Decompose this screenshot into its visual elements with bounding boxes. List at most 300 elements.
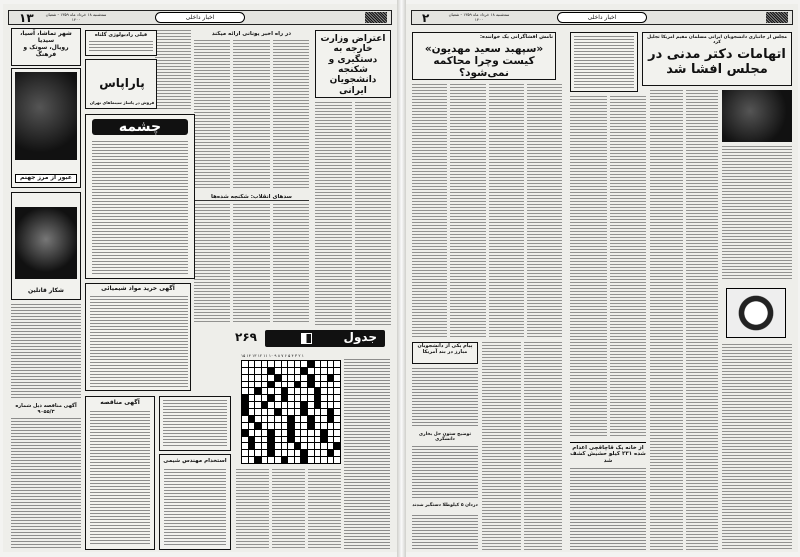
crossword-black-cell xyxy=(275,409,281,415)
ad-line: رویال، سوتک و فرهنگ xyxy=(23,43,69,58)
crossword-black-cell xyxy=(321,437,327,443)
crossword-cell[interactable] xyxy=(315,443,321,449)
crossword-cell[interactable] xyxy=(334,437,340,443)
crossword-cell[interactable] xyxy=(255,361,261,367)
ad-title: فیلی رادیولوژی گلتاه xyxy=(94,32,148,38)
crossword-cell[interactable] xyxy=(255,430,261,436)
crossword-cell[interactable] xyxy=(295,388,301,394)
crossword-cell[interactable] xyxy=(315,457,321,463)
crossword-cell[interactable] xyxy=(334,375,340,381)
crossword-cell[interactable] xyxy=(288,361,294,367)
crossword-black-cell xyxy=(288,423,294,429)
crossword-cell[interactable] xyxy=(242,368,248,374)
crossword-cell[interactable] xyxy=(282,375,288,381)
crossword-cell[interactable] xyxy=(249,395,255,401)
crossword-cell[interactable] xyxy=(275,395,281,401)
crossword-cell[interactable] xyxy=(334,368,340,374)
article-headline: در راه اخبر یونانی ارائه میکند xyxy=(211,31,292,37)
crossword-cell[interactable] xyxy=(301,382,307,388)
crossword-cell[interactable] xyxy=(249,388,255,394)
crossword-cell[interactable] xyxy=(275,443,281,449)
crossword-cell[interactable] xyxy=(268,416,274,422)
crossword-cell[interactable] xyxy=(315,368,321,374)
article-text xyxy=(570,468,646,550)
right-page xyxy=(406,4,798,552)
crossword-cell[interactable] xyxy=(321,361,327,367)
crossword-cell[interactable] xyxy=(288,450,294,456)
crossword-cell[interactable] xyxy=(295,395,301,401)
ad-brand: چشمه xyxy=(92,119,188,135)
crossword-cell[interactable] xyxy=(262,443,268,449)
tender-title: آگهی مناقصه ذیل شماره ۹۰۵۵/۳ xyxy=(15,403,77,415)
foreign-ministry-headline-box xyxy=(315,30,391,98)
crossword-cell[interactable] xyxy=(308,457,314,463)
crossword-cell[interactable] xyxy=(262,450,268,456)
crossword-cell[interactable] xyxy=(328,457,334,463)
crossword-cell[interactable] xyxy=(315,437,321,443)
crossword-cell[interactable] xyxy=(295,416,301,422)
small-headline: توضیح ستون حل بخاری دانشگری xyxy=(418,432,472,443)
crossword-cell[interactable] xyxy=(295,361,301,367)
crossword-cell[interactable] xyxy=(321,450,327,456)
ad-note: فروش در پاساژ سینماهای تهران xyxy=(89,100,155,106)
film-poster-image xyxy=(15,72,77,160)
article-text xyxy=(722,146,792,281)
crossword-cell[interactable] xyxy=(282,368,288,374)
ad-text xyxy=(89,41,153,53)
crossword-black-cell xyxy=(308,375,314,381)
headline: «سپهبد سعید مهدیون» کیست وچرا محاکمه نمی‌شود؟ xyxy=(424,42,544,79)
crossword-cell[interactable] xyxy=(321,388,327,394)
crossword-cell[interactable] xyxy=(295,402,301,408)
crossword-cell[interactable] xyxy=(242,388,248,394)
crossword-cell[interactable] xyxy=(249,361,255,367)
crossword-black-cell xyxy=(262,402,268,408)
crossword-cell[interactable] xyxy=(242,361,248,367)
crossword-black-cell xyxy=(268,382,274,388)
crossword-black-cell xyxy=(321,430,327,436)
crossword-black-cell xyxy=(255,423,261,429)
crossword-cell[interactable] xyxy=(295,457,301,463)
page-header xyxy=(411,10,793,25)
crossword-cell[interactable] xyxy=(262,375,268,381)
crossword-cell[interactable] xyxy=(242,423,248,429)
crossword-cell[interactable] xyxy=(262,423,268,429)
article-subhead: سدهای انقلاب: شکنجه شده‌ها xyxy=(194,194,309,201)
crossword-cell[interactable] xyxy=(301,443,307,449)
film-ad xyxy=(11,192,81,300)
crossword-cell[interactable] xyxy=(249,423,255,429)
crossword-cell[interactable] xyxy=(249,430,255,436)
crossword-cell[interactable] xyxy=(321,416,327,422)
crossword-cell[interactable] xyxy=(275,423,281,429)
crossword-cell[interactable] xyxy=(321,457,327,463)
crossword-cell[interactable] xyxy=(288,409,294,415)
crossword-cell[interactable] xyxy=(301,395,307,401)
crossword-black-cell xyxy=(242,402,248,408)
crossword-cell[interactable] xyxy=(275,437,281,443)
crossword-black-cell xyxy=(268,450,274,456)
crossword-cell[interactable] xyxy=(275,450,281,456)
crossword-cell[interactable] xyxy=(334,409,340,415)
crossword-cell[interactable] xyxy=(321,382,327,388)
crossword-cell[interactable] xyxy=(321,402,327,408)
crossword-black-cell xyxy=(255,388,261,394)
crossword-cell[interactable] xyxy=(315,361,321,367)
article-text xyxy=(412,515,478,550)
crossword-cell[interactable] xyxy=(315,450,321,456)
ad-title: آگهی خرید مواد شیمیائی xyxy=(101,285,175,292)
crossword-cell[interactable] xyxy=(282,423,288,429)
article-text xyxy=(482,342,562,550)
article-text xyxy=(194,40,309,190)
crossword-cell[interactable] xyxy=(275,402,281,408)
crossword-cell[interactable] xyxy=(315,409,321,415)
crossword-black-cell xyxy=(282,395,288,401)
crossword-cell[interactable] xyxy=(334,416,340,422)
crossword-cell[interactable] xyxy=(328,361,334,367)
radio-ad xyxy=(85,30,157,56)
crossword-cell[interactable] xyxy=(321,423,327,429)
crossword-cell[interactable] xyxy=(321,409,327,415)
film-title: شکار قاتلین xyxy=(28,287,64,295)
crossword-black-cell xyxy=(268,395,274,401)
crossword-cell[interactable] xyxy=(288,402,294,408)
ad-text xyxy=(164,469,226,546)
article-text xyxy=(315,102,391,327)
crossword-column-numbers: ۱۵ ۱۴ ۱۳ ۱۲ ۱۱ ۱۰ ۹ ۸ ۷ ۶ ۵ ۴ ۳ ۲ ۱ xyxy=(241,353,304,358)
crossword-cell[interactable] xyxy=(262,437,268,443)
crossword-cell[interactable] xyxy=(321,395,327,401)
crossword-black-cell xyxy=(255,457,261,463)
crossword-cell[interactable] xyxy=(328,395,334,401)
page-number: ۱۳ xyxy=(19,11,34,25)
crossword-black-cell xyxy=(328,450,334,456)
crossword-cell[interactable] xyxy=(282,402,288,408)
emblem-image xyxy=(726,288,786,338)
ad-text xyxy=(90,296,188,388)
article-text xyxy=(650,90,718,550)
lead-headline: اتهامات دکتر مدنی در مجلس افشا شد xyxy=(648,47,786,78)
crossword-black-cell xyxy=(282,457,288,463)
crossword-title: جدول xyxy=(343,330,377,344)
film-title: عبور از مرز جهنم xyxy=(15,174,77,183)
crossword-cell[interactable] xyxy=(242,375,248,381)
ad-title: آگهی مناقصه xyxy=(100,399,140,406)
crossword-cell[interactable] xyxy=(315,430,321,436)
article-text xyxy=(412,368,478,428)
crossword-cell[interactable] xyxy=(255,416,261,422)
crossword-black-cell xyxy=(308,382,314,388)
crossword-cell[interactable] xyxy=(308,402,314,408)
crossword-black-cell xyxy=(295,443,301,449)
crossword-cell[interactable] xyxy=(308,450,314,456)
crossword-cell[interactable] xyxy=(301,416,307,422)
crossword-cell[interactable] xyxy=(334,388,340,394)
crossword-cell[interactable] xyxy=(249,450,255,456)
crossword-cell[interactable] xyxy=(268,361,274,367)
crossword-cell[interactable] xyxy=(262,430,268,436)
crossword-black-cell xyxy=(242,409,248,415)
crossword-cell[interactable] xyxy=(295,375,301,381)
crossword-cell[interactable] xyxy=(268,423,274,429)
article-text xyxy=(412,446,478,500)
crossword-black-cell xyxy=(301,402,307,408)
newspaper-logo-icon xyxy=(766,12,788,23)
crossword-cell[interactable] xyxy=(255,437,261,443)
crossword-cell[interactable] xyxy=(315,423,321,429)
crossword-cell[interactable] xyxy=(282,450,288,456)
crossword-cell[interactable] xyxy=(262,409,268,415)
summary-box xyxy=(570,32,638,92)
crossword-cell[interactable] xyxy=(282,443,288,449)
tender-ad xyxy=(85,396,155,550)
summary-text xyxy=(574,36,634,88)
crossword-black-cell xyxy=(301,368,307,374)
crossword-cell[interactable] xyxy=(262,457,268,463)
crossword-cell[interactable] xyxy=(242,457,248,463)
article-text xyxy=(570,96,646,436)
crossword-cell[interactable] xyxy=(295,450,301,456)
crossword-cell[interactable] xyxy=(268,388,274,394)
crossword-cell[interactable] xyxy=(301,423,307,429)
crossword-cell[interactable] xyxy=(275,361,281,367)
kicker: نامش افشاگرانی یک خواننده: xyxy=(480,34,553,40)
crossword-cell[interactable] xyxy=(301,388,307,394)
film-ad xyxy=(11,68,81,188)
article-text xyxy=(194,204,309,324)
small-headline: دزدان ۵ کیلوطلا دستگیر شدند xyxy=(412,503,478,508)
crossword-cell[interactable] xyxy=(334,423,340,429)
crossword-cell[interactable] xyxy=(275,368,281,374)
crossword-cell[interactable] xyxy=(255,382,261,388)
crossword-cell[interactable] xyxy=(242,450,248,456)
crossword-cell[interactable] xyxy=(288,368,294,374)
crossword-clues xyxy=(344,359,390,549)
section-label: اخبار داخلی xyxy=(155,12,245,23)
crossword-cell[interactable] xyxy=(308,388,314,394)
crossword-cell[interactable] xyxy=(282,437,288,443)
crossword-black-cell xyxy=(249,416,255,422)
crossword-black-cell xyxy=(328,416,334,422)
crossword-cell[interactable] xyxy=(249,382,255,388)
crossword-cell[interactable] xyxy=(249,368,255,374)
crossword-cell[interactable] xyxy=(334,402,340,408)
crossword-black-cell xyxy=(268,443,274,449)
crossword-cell[interactable] xyxy=(328,388,334,394)
crossword-cell[interactable] xyxy=(249,402,255,408)
ad-brand: پاراپاس xyxy=(99,76,145,90)
crossword-cell[interactable] xyxy=(288,395,294,401)
crossword-black-cell xyxy=(282,388,288,394)
crossword-black-cell xyxy=(301,409,307,415)
crossword-cell[interactable] xyxy=(268,409,274,415)
crossword-cell[interactable] xyxy=(315,416,321,422)
cinema-ad xyxy=(11,28,81,66)
crossword-cell[interactable] xyxy=(262,388,268,394)
headline: پیام یکی از دانشجویان مبارز در بند آمریکا xyxy=(417,343,473,355)
crossword-cell[interactable] xyxy=(255,450,261,456)
crossword-cell[interactable] xyxy=(282,430,288,436)
grid-icon xyxy=(301,333,312,344)
crossword-cell[interactable] xyxy=(275,430,281,436)
crossword-cell[interactable] xyxy=(288,443,294,449)
crossword-cell[interactable] xyxy=(255,409,261,415)
ad-title: استخدام مهندس شیمی xyxy=(163,458,227,464)
newspaper-logo-icon xyxy=(365,12,387,23)
crossword-black-cell xyxy=(328,375,334,381)
crossword-cell[interactable] xyxy=(288,382,294,388)
lead-headline-box xyxy=(642,32,792,86)
crossword-black-cell xyxy=(308,423,314,429)
crossword-cell[interactable] xyxy=(334,457,340,463)
crossword-black-cell xyxy=(315,395,321,401)
news-photo xyxy=(722,90,792,142)
crossword-cell[interactable] xyxy=(249,409,255,415)
crossword-black-cell xyxy=(301,450,307,456)
crossword-cell[interactable] xyxy=(242,437,248,443)
crossword-cell[interactable] xyxy=(268,375,274,381)
crossword-cell[interactable] xyxy=(249,457,255,463)
crossword-cell[interactable] xyxy=(255,375,261,381)
crossword-black-cell xyxy=(288,430,294,436)
crossword-cell[interactable] xyxy=(255,368,261,374)
crossword-clues xyxy=(236,469,341,549)
ad-text xyxy=(163,400,227,446)
crossword-black-cell xyxy=(288,416,294,422)
crossword-title-banner xyxy=(265,330,385,347)
page-date: سه‌شنبه ۱۸ خرداد ماه ۱۳۵۹ - شعبان ۱۴۰۰ xyxy=(448,12,510,22)
crossword-cell[interactable] xyxy=(288,375,294,381)
crossword-cell[interactable] xyxy=(262,368,268,374)
crossword-cell[interactable] xyxy=(282,361,288,367)
article-text xyxy=(412,84,562,339)
article-text xyxy=(155,30,191,110)
crossword-black-cell xyxy=(301,457,307,463)
crossword-cell[interactable] xyxy=(321,375,327,381)
crossword-cell[interactable] xyxy=(249,375,255,381)
crossword-cell[interactable] xyxy=(301,437,307,443)
crossword-cell[interactable] xyxy=(242,416,248,422)
crossword-cell[interactable] xyxy=(334,395,340,401)
crossword-cell[interactable] xyxy=(328,382,334,388)
crossword-cell[interactable] xyxy=(308,430,314,436)
chemicals-ad xyxy=(85,283,191,391)
crossword-black-cell xyxy=(268,368,274,374)
crossword-cell[interactable] xyxy=(328,423,334,429)
crossword-cell[interactable] xyxy=(334,430,340,436)
crossword-cell[interactable] xyxy=(301,375,307,381)
crossword-cell[interactable] xyxy=(275,416,281,422)
crossword-cell[interactable] xyxy=(262,382,268,388)
crossword-cell[interactable] xyxy=(315,375,321,381)
crossword-cell[interactable] xyxy=(282,416,288,422)
crossword-cell[interactable] xyxy=(242,443,248,449)
crossword-cell[interactable] xyxy=(255,443,261,449)
crossword-cell[interactable] xyxy=(282,382,288,388)
crossword-cell[interactable] xyxy=(262,361,268,367)
crossword-cell[interactable] xyxy=(308,395,314,401)
crossword-cell[interactable] xyxy=(295,423,301,429)
crossword-cell[interactable] xyxy=(334,361,340,367)
crossword-cell[interactable] xyxy=(328,402,334,408)
crossword-black-cell xyxy=(242,395,248,401)
crossword-cell[interactable] xyxy=(328,443,334,449)
crossword-cell[interactable] xyxy=(301,361,307,367)
tender-text xyxy=(11,418,81,548)
crossword-black-cell xyxy=(249,443,255,449)
crossword-cell[interactable] xyxy=(242,382,248,388)
crossword-cell[interactable] xyxy=(328,368,334,374)
hiring-ad xyxy=(159,454,231,550)
ad-text xyxy=(92,141,188,275)
crossword-cell[interactable] xyxy=(295,430,301,436)
parapas-ad xyxy=(85,59,157,109)
crossword-cell[interactable] xyxy=(275,457,281,463)
crossword-black-cell xyxy=(328,409,334,415)
crossword-grid[interactable] xyxy=(241,360,341,464)
crossword-black-cell xyxy=(315,402,321,408)
crossword-cell[interactable] xyxy=(268,457,274,463)
crossword-black-cell xyxy=(334,443,340,449)
crossword-cell[interactable] xyxy=(275,382,281,388)
cheshmeh-ad xyxy=(85,114,195,279)
crossword-black-cell xyxy=(268,437,274,443)
crossword-black-cell xyxy=(275,375,281,381)
crossword-cell[interactable] xyxy=(308,443,314,449)
crossword-cell[interactable] xyxy=(255,395,261,401)
crossword-cell[interactable] xyxy=(262,416,268,422)
crossword-number: ۲۶۹ xyxy=(235,330,257,344)
left-page xyxy=(3,4,397,552)
crossword-cell[interactable] xyxy=(255,402,261,408)
crossword-cell[interactable] xyxy=(295,368,301,374)
crossword-cell[interactable] xyxy=(334,450,340,456)
crossword-cell[interactable] xyxy=(321,443,327,449)
crossword-black-cell xyxy=(308,361,314,367)
crossword-cell[interactable] xyxy=(275,388,281,394)
page-gutter xyxy=(397,0,406,557)
page-header xyxy=(8,10,392,25)
crossword-cell[interactable] xyxy=(308,368,314,374)
crossword-cell[interactable] xyxy=(295,409,301,415)
student-message-headline-box xyxy=(412,342,478,364)
crossword-black-cell xyxy=(308,416,314,422)
crossword-cell[interactable] xyxy=(308,409,314,415)
crossword-cell[interactable] xyxy=(288,388,294,394)
crossword-black-cell xyxy=(295,382,301,388)
crossword-cell[interactable] xyxy=(321,368,327,374)
page-number: ۲ xyxy=(422,11,430,25)
crossword-black-cell xyxy=(268,430,274,436)
crossword-cell[interactable] xyxy=(295,437,301,443)
crossword-cell[interactable] xyxy=(308,437,314,443)
crossword-cell[interactable] xyxy=(288,457,294,463)
listing-text xyxy=(11,304,81,399)
crossword-cell[interactable] xyxy=(301,430,307,436)
crossword-cell[interactable] xyxy=(328,430,334,436)
section-label: اخبار داخلی xyxy=(557,12,647,23)
mahdiyoun-headline-box xyxy=(412,32,556,80)
crossword-cell[interactable] xyxy=(262,395,268,401)
lead-kicker: مجلس از جانبازی دانشجویان ایرانی مسلمان مقیم امریکا تجلیل کرد xyxy=(647,35,787,46)
crossword-cell[interactable] xyxy=(334,382,340,388)
crossword-cell[interactable] xyxy=(282,409,288,415)
crossword-cell[interactable] xyxy=(268,402,274,408)
page-date: سه‌شنبه ۱۸ خرداد ماه ۱۳۵۹ - شعبان ۱۴۰۰ xyxy=(45,12,107,22)
crossword-cell[interactable] xyxy=(328,437,334,443)
crossword-cell[interactable] xyxy=(315,382,321,388)
